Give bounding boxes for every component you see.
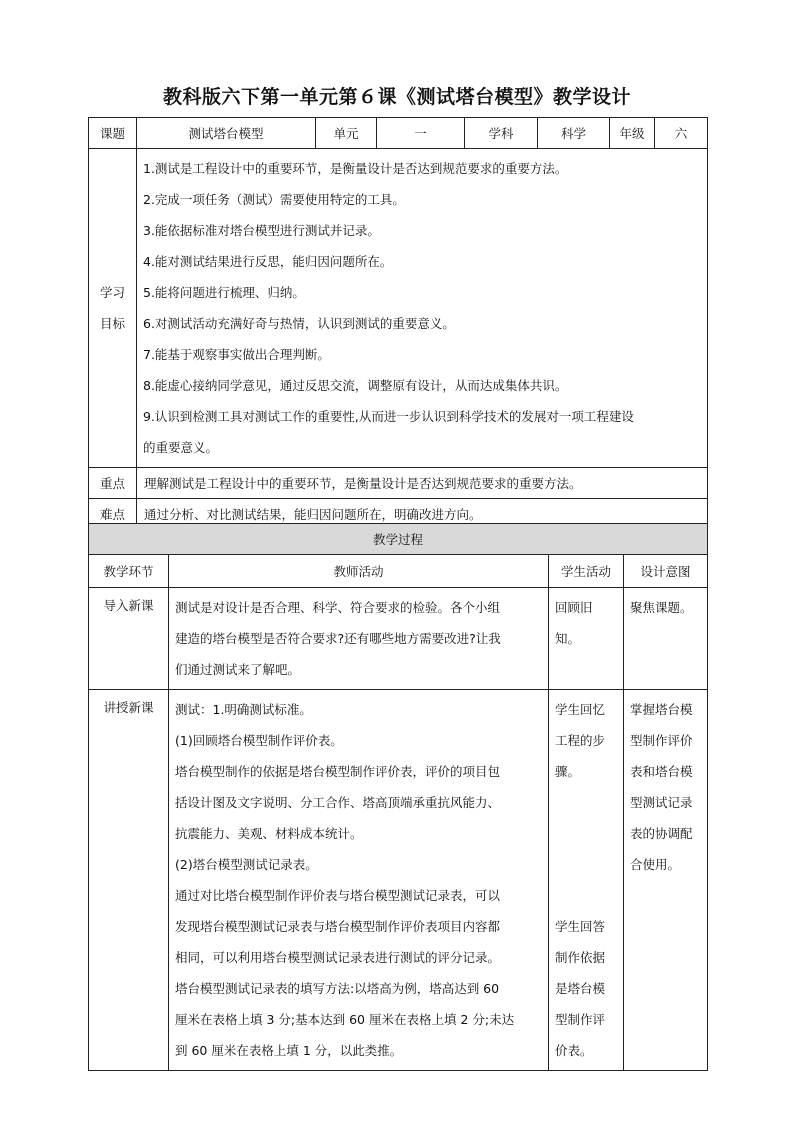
goals-label [89, 149, 137, 468]
text-line: 们通过测试来了解吧。 [175, 662, 301, 677]
goal-item: 6.对测试活动充满好奇与热情，认识到测试的重要意义。 [143, 316, 455, 331]
text-line: 到 60 厘米在表格上填 1 分，以此类推。 [175, 1043, 403, 1058]
goals-label-line2: 目标 [99, 316, 125, 331]
text-line: 价表。 [555, 1043, 593, 1058]
student-activity [549, 690, 624, 1071]
document-title: 教科版六下第一单元第６课《测试塔台模型》教学设计 [162, 86, 631, 108]
text-line: 是塔台模 [555, 981, 606, 996]
text-line: 括设计图及文字说明、分工合作、塔高顶端承重抗风能力、 [175, 795, 501, 810]
text-line: 型制作评价 [630, 733, 693, 748]
goal-item: 1.测试是工程设计中的重要环节，是衡量设计是否达到规范要求的重要方法。 [143, 161, 568, 176]
teacher-activity [169, 690, 549, 1071]
header-student: 学生活动 [549, 555, 624, 588]
goals-list [137, 149, 708, 468]
goal-item: 8.能虚心接纳同学意见，通过反思交流，调整原有设计，从而达成集体共识。 [143, 378, 568, 393]
goal-item: 5.能将问题进行梳理、归纳。 [143, 285, 305, 300]
text-line: 回顾旧知。 [555, 600, 593, 646]
text-line: 测试是对设计是否合理、科学、符合要求的检验。各个小组 [175, 600, 501, 615]
course-value: 测试塔台模型 [137, 118, 316, 149]
text-line: 相同，可以利用塔台模型测试记录表进行测试的评分记录。 [175, 950, 501, 965]
goals-label-line1: 学习 [99, 285, 125, 300]
header-teacher: 教师活动 [169, 555, 549, 588]
goal-item: 的重要意义。 [143, 440, 219, 455]
header-stage: 教学环节 [89, 555, 169, 588]
text-line [555, 880, 617, 911]
table-row [89, 690, 708, 1071]
key-point-text: 理解测试是工程设计中的重要环节，是衡量设计是否达到规范要求的重要方法。 [137, 468, 708, 499]
text-line: 通过对比塔台模型制作评价表与塔台模型测试记录表，可以 [175, 888, 501, 903]
text-line: 表和塔台模 [630, 764, 693, 779]
text-line: 厘米在表格上填 3 分;基本达到 60 厘米在表格上填 2 分;未达 [175, 1012, 515, 1027]
unit-value: 一 [377, 118, 465, 149]
text-line: 型测试记录 [630, 795, 693, 810]
text-line: 聚焦课题。 [630, 600, 693, 615]
text-line: (2)塔台模型测试记录表。 [175, 857, 318, 872]
text-line: (1)回顾塔台模型制作评价表。 [175, 733, 343, 748]
text-line: 建造的塔台模型是否符合要求?还有哪些地方需要改进?让我 [175, 631, 501, 646]
text-line: 塔台模型制作的依据是塔台模型制作评价表，评价的项目包 [175, 764, 501, 779]
stage-cell: 导入新课 [89, 588, 169, 690]
subject-value: 科学 [538, 118, 610, 149]
key-point-label: 重点 [89, 468, 137, 499]
course-label: 课题 [89, 118, 137, 149]
text-line [555, 849, 617, 880]
stage-cell: 讲授新课 [89, 690, 169, 1071]
difficulty-label: 难点 [89, 499, 137, 530]
grade-label: 年级 [610, 118, 655, 149]
design-intent [624, 690, 708, 1071]
lesson-info-table [88, 117, 708, 530]
text-line [555, 818, 617, 849]
text-line [555, 787, 617, 818]
header-intent: 设计意图 [624, 555, 708, 588]
goal-item: 3.能依据标准对塔台模型进行测试并记录。 [143, 223, 380, 238]
text-line: 制作依据 [555, 950, 606, 965]
text-line: 学生回答 [555, 919, 606, 934]
text-line: 塔台模型测试记录表的填写方法:以塔高为例，塔高达到 60 [175, 981, 500, 996]
student-activity [549, 588, 624, 690]
process-band: 教学过程 [89, 524, 708, 555]
goal-item: 4.能对测试结果进行反思，能归因问题所在。 [143, 254, 393, 269]
table-row [89, 588, 708, 690]
text-line: 合使用。 [630, 857, 681, 872]
grade-value: 六 [655, 118, 708, 149]
difficulty-text: 通过分析、对比测试结果，能归因问题所在，明确改进方向。 [137, 499, 708, 530]
goal-item: 9.认识到检测工具对测试工作的重要性,从而进一步认识到科学技术的发展对一项工程建设 [143, 409, 634, 424]
design-intent [624, 588, 708, 690]
text-line: 发现塔台模型测试记录表与塔台模型制作评价表项目内容都 [175, 919, 501, 934]
text-line: 掌握塔台模 [630, 702, 693, 717]
goal-item: 7.能基于观察事实做出合理判断。 [143, 347, 330, 362]
subject-label: 学科 [465, 118, 538, 149]
teaching-process-table [88, 523, 708, 1071]
text-line: 抗震能力、美观、材料成本统计。 [175, 826, 363, 841]
text-line: 工程的步 [555, 733, 606, 748]
text-line: 型制作评 [555, 1012, 606, 1027]
teacher-activity [169, 588, 549, 690]
text-line: 骤。 [555, 764, 581, 779]
unit-label: 单元 [316, 118, 377, 149]
text-line: 测试：1.明确测试标准。 [175, 702, 312, 717]
text-line: 学生回忆 [555, 702, 606, 717]
text-line: 表的协调配 [630, 826, 693, 841]
goal-item: 2.完成一项任务（测试）需要使用特定的工具。 [143, 192, 405, 207]
